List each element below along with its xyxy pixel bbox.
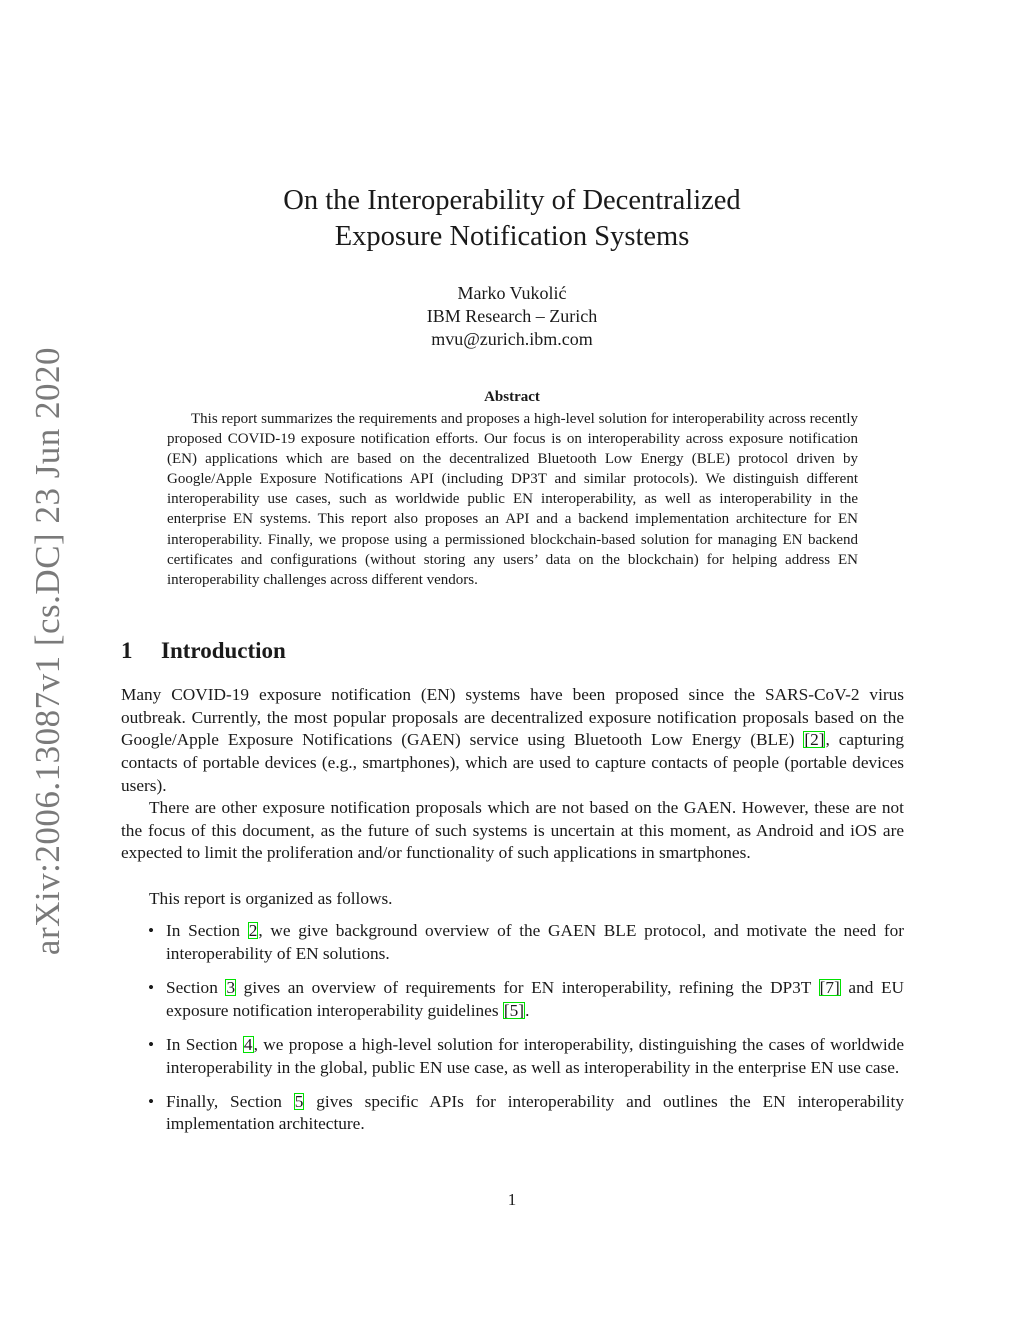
list-item bbox=[121, 920, 904, 965]
bullet-text: , we give background overview of the GAEN BLE protocol, and motivate the need for interoperability of EN solutions. bbox=[166, 921, 904, 963]
bullet-text: In Section bbox=[166, 921, 248, 940]
organization-bullet-list bbox=[121, 920, 904, 1148]
intro-p1-text-b: , capturing contacts of portable devices (e.g., smartphones), which are used to capture contacts of people (portable devices users). bbox=[121, 730, 904, 795]
section-ref-link-5[interactable]: 5 bbox=[294, 1091, 304, 1111]
arxiv-identifier-stamp: arXiv:2006.13087v1 [cs.DC] 23 Jun 2020 bbox=[28, 346, 67, 956]
bullet-icon: • bbox=[148, 1091, 155, 1111]
section-ref-link-4[interactable]: 4 bbox=[243, 1034, 253, 1054]
list-item bbox=[121, 1091, 904, 1136]
bullet-text: In Section bbox=[166, 1034, 243, 1054]
section-title: Introduction bbox=[161, 638, 286, 663]
citation-link-7[interactable]: [7] bbox=[819, 977, 840, 997]
paper-title bbox=[0, 183, 1024, 255]
section-heading-introduction bbox=[121, 638, 286, 664]
bullet-text: , we propose a high-level solution for interoperability, distinguishing the cases of worldwide interoperability in the global, public EN use case, as well as interoperability in the enterprise EN use case. bbox=[166, 1034, 904, 1077]
bullet-icon: • bbox=[148, 921, 155, 940]
section-ref-link-3[interactable]: 3 bbox=[226, 977, 236, 997]
bullet-text: Finally, Section bbox=[166, 1091, 294, 1111]
citation-link-2[interactable]: [2] bbox=[804, 730, 825, 750]
author-name: Marko Vukolić bbox=[457, 283, 567, 303]
list-item bbox=[121, 1034, 904, 1079]
bullet-text: Section bbox=[166, 977, 226, 997]
intro-paragraph-3: This report is organized as follows. bbox=[149, 889, 393, 908]
author-email: mvu@zurich.ibm.com bbox=[431, 329, 593, 349]
intro-paragraph-2: There are other exposure notification proposals which are not based on the GAEN. However, these are not the focus of this document, as the future of such systems is uncertain at this moment, as Android and iOS are expected to limit the proliferation and/or functionality of such applications in smartphones. bbox=[121, 798, 904, 863]
title-line-1: On the Interoperability of Decentralized bbox=[283, 185, 741, 216]
intro-p1-text-a: Many COVID-19 exposure notification (EN) systems have been proposed since the SARS-CoV-2 virus outbreak. Currently, the most popular proposals are decentralized exposure notification proposals based on the Google/Apple Exposure Notifications (GAEN) service using Bluetooth Low Energy (BLE) bbox=[121, 685, 904, 750]
author-block bbox=[0, 282, 1024, 351]
bullet-text: gives an overview of requirements for EN interoperability, refining the DP3T bbox=[236, 977, 819, 997]
list-item bbox=[121, 977, 904, 1022]
section-ref-link-2[interactable]: 2 bbox=[248, 921, 258, 940]
section-number: 1 bbox=[121, 638, 133, 663]
page-number: 1 bbox=[507, 1190, 517, 1209]
title-line-2: Exposure Notification Systems bbox=[334, 221, 690, 252]
citation-link-5[interactable]: [5] bbox=[503, 1000, 525, 1020]
intro-paragraph-1 bbox=[121, 684, 904, 798]
abstract-text: This report summarizes the requirements and proposes a high-level solution for interoperability across recently proposed COVID-19 exposure notification efforts. Our focus is on interoperability across exposure notification (EN) applications which are based on the decentralized Bluetooth Low Energy (BLE) protocol driven by Google/Apple Exposure Notifications API (including DP3T and similar protocols). We distinguish different interoperability use cases, such as worldwide public EN interoperability, as well as interoperability in the enterprise EN systems. This report also proposes an API and a backend implementation architecture for EN interoperability. Finally, we propose using a permissioned blockchain-based solution for managing EN backend certificates and configurations (without storing any users’ data on the blockchain) for helping address EN interoperability challenges across different vendors. bbox=[167, 411, 858, 588]
bullet-text: gives specific APIs for interoperability and outlines the EN interoperability implementation architecture. bbox=[166, 1091, 904, 1134]
bullet-icon: • bbox=[148, 977, 155, 997]
abstract-heading: Abstract bbox=[484, 389, 540, 405]
bullet-text: . bbox=[525, 1000, 530, 1020]
author-affiliation: IBM Research – Zurich bbox=[426, 306, 598, 326]
bullet-icon: • bbox=[148, 1034, 155, 1054]
bullet-text: and EU exposure notification interoperability guidelines bbox=[166, 977, 904, 1020]
